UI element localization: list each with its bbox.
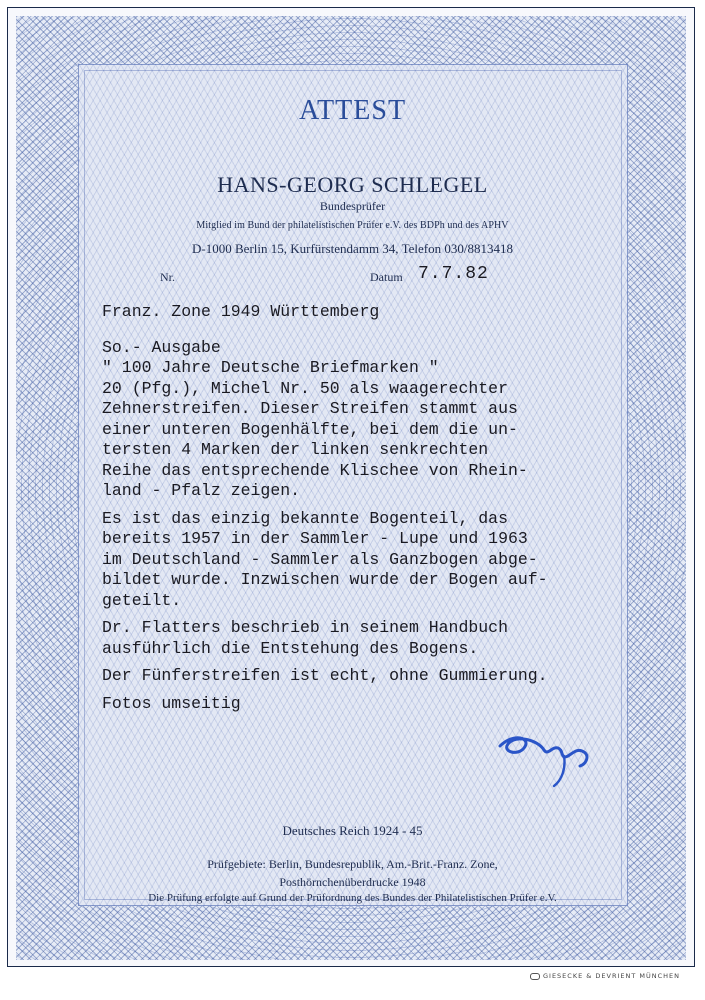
legal-notice: Die Prüfung erfolgte auf Grund der Prüfordnung des Bundes der Philatelistischen Prüfer e.V.	[148, 892, 557, 904]
printer-imprint-text: GIESECKE & DEVRIENT MÜNCHEN	[543, 972, 681, 980]
examiner-signature	[494, 730, 604, 792]
certificate-body	[102, 302, 662, 714]
text-line: im Deutschland - Sammler als Ganzbogen abge-	[102, 549, 538, 569]
paragraph-photos: Fotos umseitig	[102, 693, 241, 713]
text-line: Dr. Flatters beschrieb in seinem Handbuch	[102, 618, 508, 637]
text-line: Reihe das entsprechende Klischee von Rhein-	[102, 460, 528, 480]
examination-area: Deutsches Reich 1924 - 45	[282, 823, 423, 838]
text-line: So.- Ausgabe	[102, 337, 221, 357]
text-line: einer unteren Bogenhälfte, bei dem die un-	[102, 419, 518, 439]
certificate-title: ATTEST	[298, 95, 407, 126]
examination-fields-2: Posthörnchenüberdrucke 1948	[279, 875, 426, 889]
number-label: Nr.	[160, 270, 175, 284]
paragraph-reference	[102, 618, 662, 659]
examination-fields-1: Prüfgebiete: Berlin, Bundesrepublik, Am.-Brit.-Franz. Zone,	[207, 857, 498, 871]
date-value: 7.7.82	[418, 264, 489, 284]
address-line: D-1000 Berlin 15, Kurfürstendamm 34, Telefon 030/8813418	[192, 241, 513, 256]
text-line: geteilt.	[102, 590, 182, 610]
subject-line: Franz. Zone 1949 Württemberg	[102, 302, 380, 321]
membership-line: Mitglied im Bund der philatelistischen Prüfer e.V. des BDPh und des APHV	[196, 220, 509, 231]
text-line: Zehnerstreifen. Dieser Streifen stammt aus	[102, 399, 518, 418]
text-line: bildet wurde. Inzwischen wurde der Bogen auf-	[102, 570, 548, 589]
text-line: ausführlich die Entstehung des Bogens.	[102, 638, 479, 658]
printer-imprint	[530, 972, 680, 980]
text-line: " 100 Jahre Deutsche Briefmarken "	[102, 358, 439, 377]
printer-logo-icon	[530, 973, 540, 980]
examiner-role: Bundesprüfer	[319, 199, 386, 213]
text-line: land - Pfalz zeigen.	[102, 481, 301, 500]
text-line: bereits 1957 in der Sammler - Lupe und 1963	[102, 529, 528, 548]
paragraph-description	[102, 338, 662, 502]
date-label: Datum	[370, 270, 403, 284]
paragraph-history	[102, 509, 662, 612]
text-line: 20 (Pfg.), Michel Nr. 50 als waagerechter	[102, 378, 508, 398]
text-line: Es ist das einzig bekannte Bogenteil, das	[102, 508, 508, 528]
text-line: tersten 4 Marken der linken senkrechten	[102, 440, 489, 459]
paragraph-verdict: Der Fünferstreifen ist echt, ohne Gummierung.	[102, 666, 548, 685]
examiner-name: HANS-GEORG SCHLEGEL	[217, 172, 488, 197]
